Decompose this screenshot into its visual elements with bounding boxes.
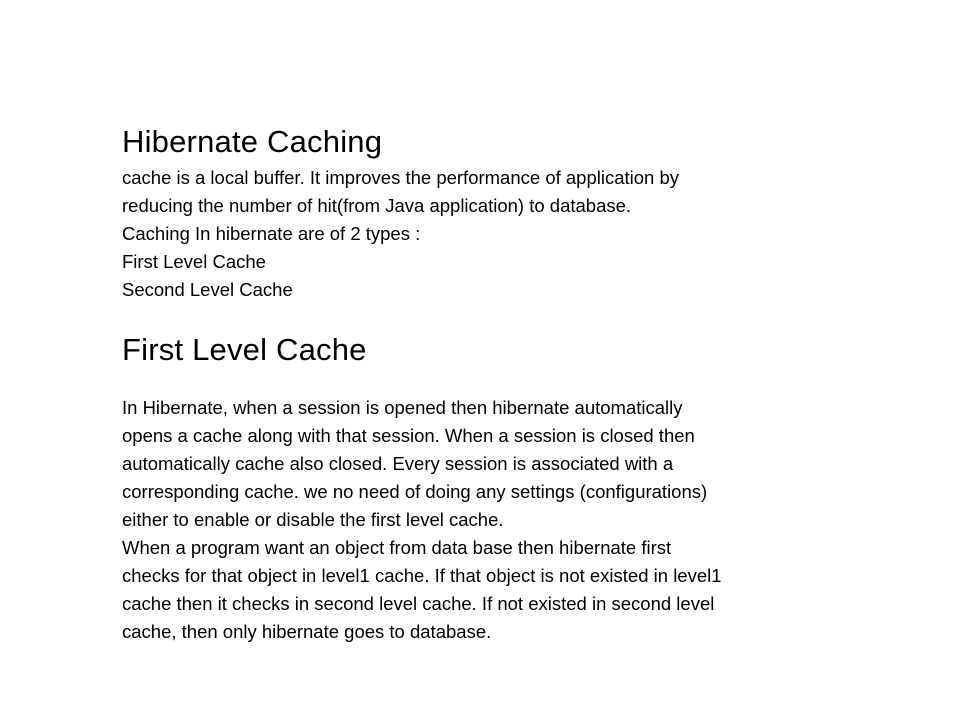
intro-line: Caching In hibernate are of 2 types : bbox=[122, 223, 421, 244]
body-line: automatically cache also closed. Every session is associated with a bbox=[122, 453, 674, 474]
body-line: either to enable or disable the first level cache. bbox=[122, 509, 504, 530]
body-line: When a program want an object from data base then hibernate first bbox=[122, 537, 672, 558]
heading-first-level-cache: First Level Cache bbox=[122, 332, 367, 367]
body-line: corresponding cache. we no need of doing any settings (configurations) bbox=[122, 481, 708, 502]
body-line: cache, then only hibernate goes to database. bbox=[122, 621, 492, 642]
slide-content bbox=[122, 120, 842, 646]
body-line: checks for that object in level1 cache. If that object is not existed in level1 bbox=[122, 565, 722, 586]
body-line: opens a cache along with that session. When a session is closed then bbox=[122, 425, 695, 446]
cache-type-second-level: Second Level Cache bbox=[122, 279, 293, 300]
body-line: In Hibernate, when a session is opened then hibernate automatically bbox=[122, 397, 683, 418]
intro-line: reducing the number of hit(from Java application) to database. bbox=[122, 195, 632, 216]
cache-type-first-level: First Level Cache bbox=[122, 251, 266, 272]
body-line: cache then it checks in second level cache. If not existed in second level bbox=[122, 593, 715, 614]
intro-line: cache is a local buffer. It improves the performance of application by bbox=[122, 167, 680, 188]
first-level-cache-paragraph bbox=[122, 394, 842, 646]
caching-intro-paragraph bbox=[122, 164, 842, 304]
heading-hibernate-caching: Hibernate Caching bbox=[122, 124, 383, 159]
